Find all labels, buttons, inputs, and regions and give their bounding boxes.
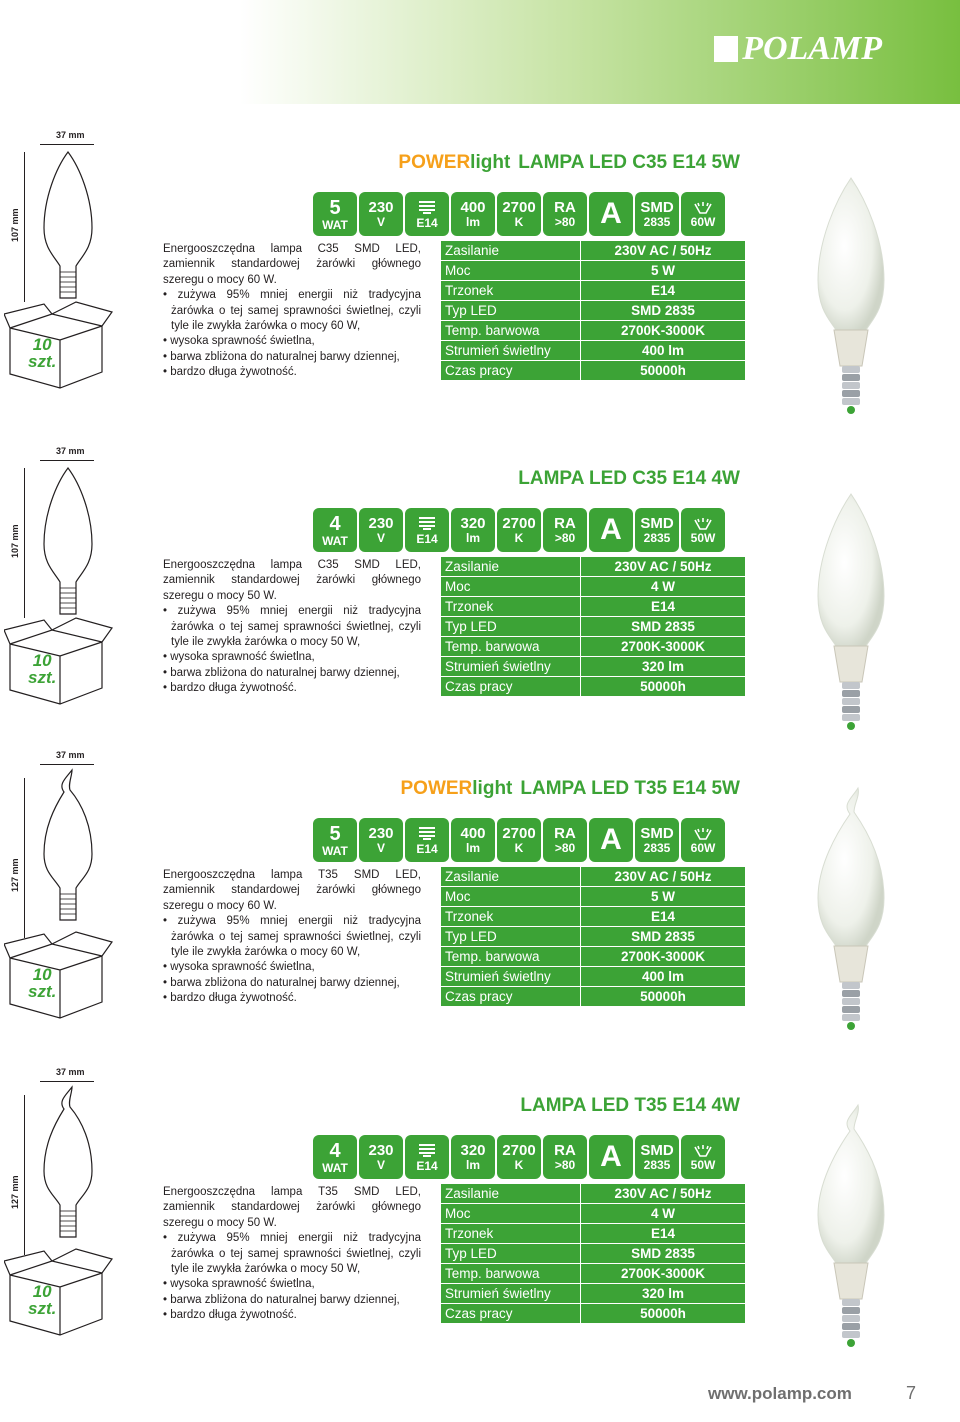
spec-label: Zasilanie bbox=[441, 867, 581, 887]
feature-icon-value: RA bbox=[554, 1142, 576, 1159]
bulb-outline-icon bbox=[28, 768, 108, 938]
width-dimension: 37 mm bbox=[56, 130, 85, 140]
feature-icon-value: 230 bbox=[368, 1142, 394, 1159]
spec-value: 5 W bbox=[581, 261, 746, 281]
description-intro: Energooszczędna lampa T35 SMD LED, zamiennik standardowej żarówki głównego szeregu o mocy 50 W. bbox=[163, 1186, 421, 1229]
feature-icon-value: 5 bbox=[329, 196, 341, 219]
feature-icon-unit: 50W bbox=[690, 1157, 716, 1172]
equivalent-bulb-icon bbox=[692, 827, 714, 841]
spec-label: Temp. barwowa bbox=[441, 637, 581, 657]
spec-value: SMD 2835 bbox=[581, 617, 746, 637]
spec-label: Temp. barwowa bbox=[441, 1264, 581, 1284]
spec-label: Trzonek bbox=[441, 597, 581, 617]
feature-icon-unit: V bbox=[376, 531, 385, 545]
spec-value: SMD 2835 bbox=[581, 927, 746, 947]
height-dimension: 127 mm bbox=[10, 1175, 20, 1209]
width-line bbox=[40, 764, 94, 765]
product-description bbox=[163, 1185, 421, 1324]
feature-icon-value: 2700 bbox=[502, 1142, 536, 1159]
spec-row bbox=[441, 341, 746, 361]
feature-icon-unit: lm bbox=[465, 531, 480, 545]
feature-icon bbox=[635, 192, 679, 236]
feature-icon-unit: WAT bbox=[322, 217, 348, 232]
spec-label: Typ LED bbox=[441, 617, 581, 637]
feature-icon-unit: 2835 bbox=[643, 1158, 671, 1172]
box-quantity bbox=[28, 336, 56, 370]
height-line bbox=[24, 778, 25, 938]
feature-icon bbox=[451, 192, 495, 236]
product-section bbox=[0, 446, 960, 768]
bulb-photo-icon bbox=[806, 170, 896, 420]
spec-row bbox=[441, 967, 746, 987]
feature-icon-unit: >80 bbox=[554, 215, 576, 229]
box-quantity-number: 10 bbox=[32, 965, 52, 984]
spec-row bbox=[441, 1204, 746, 1224]
feature-icon-value: 5 bbox=[329, 822, 341, 845]
feature-icon-value: 320 bbox=[460, 515, 486, 532]
feature-icon-value: A bbox=[600, 513, 622, 546]
product-description bbox=[163, 242, 421, 381]
feature-icon-unit: V bbox=[376, 215, 385, 229]
product-section bbox=[0, 1067, 960, 1395]
feature-icon bbox=[497, 192, 541, 236]
spec-label: Trzonek bbox=[441, 907, 581, 927]
feature-icon-unit: >80 bbox=[554, 1158, 576, 1172]
feature-icon bbox=[635, 508, 679, 552]
feature-icon-value: 230 bbox=[368, 825, 394, 842]
feature-icon-value: 230 bbox=[368, 199, 394, 216]
feature-icon-value: RA bbox=[554, 199, 576, 216]
feature-icon bbox=[313, 508, 357, 552]
feature-icon-unit: 60W bbox=[690, 214, 716, 229]
description-bullet: • barwa zbliżona do naturalnej barwy dziennej, bbox=[163, 666, 400, 679]
spec-row bbox=[441, 1284, 746, 1304]
spec-row bbox=[441, 987, 746, 1007]
feature-icon-unit: E14 bbox=[416, 841, 438, 856]
width-dimension: 37 mm bbox=[56, 446, 85, 456]
feature-icon-value: RA bbox=[554, 825, 576, 842]
box-quantity bbox=[28, 966, 56, 1000]
description-bullet: • zużywa 95% mniej energii niż tradycyjna żarówka o tej samej sprawności świetlnej, czyli tyle ile zwykła żarówka o mocy 60 W, bbox=[163, 289, 421, 333]
feature-icon-unit: 2835 bbox=[643, 531, 671, 545]
feature-icon bbox=[497, 818, 541, 862]
box-quantity-unit: szt. bbox=[28, 982, 57, 1001]
spec-label: Moc bbox=[441, 261, 581, 281]
feature-icon bbox=[681, 1135, 725, 1179]
spec-row bbox=[441, 677, 746, 697]
feature-icon bbox=[359, 508, 403, 552]
spec-value: 50000h bbox=[581, 1304, 746, 1324]
powerlight-light-word: light bbox=[470, 152, 511, 173]
feature-icon bbox=[497, 1135, 541, 1179]
feature-icon-unit: WAT bbox=[322, 533, 348, 548]
bulb-outline-icon bbox=[28, 1085, 108, 1255]
spec-value: 2700K-3000K bbox=[581, 321, 746, 341]
feature-icon-unit: >80 bbox=[554, 841, 576, 855]
feature-icon-value: 400 bbox=[460, 199, 486, 216]
spec-row bbox=[441, 637, 746, 657]
product-description bbox=[163, 868, 421, 1007]
equivalent-bulb-icon bbox=[692, 517, 714, 531]
product-section bbox=[0, 130, 960, 452]
feature-icon-value: 2700 bbox=[502, 515, 536, 532]
spec-label: Czas pracy bbox=[441, 987, 581, 1007]
feature-icon-value: SMD bbox=[640, 515, 674, 532]
spec-value: E14 bbox=[581, 1224, 746, 1244]
spec-value: 50000h bbox=[581, 677, 746, 697]
spec-row bbox=[441, 241, 746, 261]
feature-icon-unit: K bbox=[514, 841, 524, 855]
cfl-lamp-icon bbox=[417, 1143, 437, 1159]
spec-label: Moc bbox=[441, 1204, 581, 1224]
spec-label: Czas pracy bbox=[441, 677, 581, 697]
feature-icon-unit: K bbox=[514, 531, 524, 545]
spec-label: Zasilanie bbox=[441, 241, 581, 261]
feature-icon-unit: V bbox=[376, 1158, 385, 1172]
description-bullet: • bardzo długa żywotność. bbox=[163, 992, 297, 1005]
spec-value: 320 lm bbox=[581, 1284, 746, 1304]
spec-value: 50000h bbox=[581, 987, 746, 1007]
feature-icon-value: 2700 bbox=[502, 199, 536, 216]
cfl-lamp-icon bbox=[417, 826, 437, 842]
spec-value: 230V AC / 50Hz bbox=[581, 867, 746, 887]
spec-label: Strumień świetlny bbox=[441, 657, 581, 677]
description-bullet: • zużywa 95% mniej energii niż tradycyjna żarówka o tej samej sprawności świetlnej, czyli tyle ile zwykła żarówka o mocy 50 W, bbox=[163, 1232, 421, 1276]
box-quantity-number: 10 bbox=[32, 335, 52, 354]
feature-icon-value: 4 bbox=[329, 512, 341, 535]
spec-row bbox=[441, 867, 746, 887]
footer-url[interactable]: www.polamp.com bbox=[708, 1384, 852, 1403]
spec-value: 5 W bbox=[581, 887, 746, 907]
product-model: LAMPA LED T35 E14 5W bbox=[520, 778, 740, 799]
spec-label: Temp. barwowa bbox=[441, 947, 581, 967]
feature-icon bbox=[681, 192, 725, 236]
product-description bbox=[163, 558, 421, 697]
height-line bbox=[24, 152, 25, 302]
feature-icon-unit: WAT bbox=[322, 1160, 348, 1175]
bulb-photo-icon bbox=[806, 1103, 896, 1353]
feature-icon bbox=[359, 192, 403, 236]
spec-label: Moc bbox=[441, 887, 581, 907]
width-dimension: 37 mm bbox=[56, 1067, 85, 1077]
product-title bbox=[510, 468, 740, 490]
spec-value: SMD 2835 bbox=[581, 1244, 746, 1264]
spec-value: 230V AC / 50Hz bbox=[581, 1184, 746, 1204]
feature-icon bbox=[313, 1135, 357, 1179]
feature-icon bbox=[313, 818, 357, 862]
description-bullet: • zużywa 95% mniej energii niż tradycyjna żarówka o tej samej sprawności świetlnej, czyli tyle ile zwykła żarówka o mocy 50 W, bbox=[163, 605, 421, 649]
spec-row bbox=[441, 617, 746, 637]
feature-icon bbox=[543, 818, 587, 862]
feature-icon-unit: WAT bbox=[322, 843, 348, 858]
feature-icon bbox=[313, 192, 357, 236]
feature-icon-value: SMD bbox=[640, 199, 674, 216]
box-quantity-number: 10 bbox=[32, 651, 52, 670]
feature-icon bbox=[359, 1135, 403, 1179]
spec-label: Strumień świetlny bbox=[441, 967, 581, 987]
spec-value: 400 lm bbox=[581, 341, 746, 361]
powerlight-power-word: POWER bbox=[398, 152, 471, 173]
description-intro: Energooszczędna lampa T35 SMD LED, zamiennik standardowej żarówki głównego szeregu o mocy 60 W. bbox=[163, 869, 421, 912]
spec-row bbox=[441, 947, 746, 967]
spec-label: Czas pracy bbox=[441, 1304, 581, 1324]
description-bullet: • bardzo długa żywotność. bbox=[163, 682, 297, 695]
spec-value: 2700K-3000K bbox=[581, 1264, 746, 1284]
box-quantity bbox=[28, 652, 56, 686]
package-box bbox=[4, 300, 114, 390]
spec-row bbox=[441, 261, 746, 281]
feature-icon-unit: V bbox=[376, 841, 385, 855]
feature-icons bbox=[313, 508, 727, 552]
spec-row bbox=[441, 321, 746, 341]
product-model: LAMPA LED C35 E14 4W bbox=[518, 468, 740, 489]
feature-icon bbox=[497, 508, 541, 552]
spec-row bbox=[441, 361, 746, 381]
feature-icon-value: 2700 bbox=[502, 825, 536, 842]
spec-value: 230V AC / 50Hz bbox=[581, 557, 746, 577]
package-box bbox=[4, 1247, 114, 1337]
feature-icon-value: 320 bbox=[460, 1142, 486, 1159]
feature-icon bbox=[543, 192, 587, 236]
cfl-lamp-icon bbox=[417, 516, 437, 532]
product-title bbox=[401, 778, 741, 800]
feature-icon-value: A bbox=[600, 1140, 622, 1173]
product-model: LAMPA LED T35 E14 4W bbox=[520, 1095, 740, 1116]
feature-icon bbox=[405, 818, 449, 862]
package-box-icon bbox=[4, 616, 114, 706]
feature-icon bbox=[451, 1135, 495, 1179]
feature-icon bbox=[681, 508, 725, 552]
description-bullet: • wysoka sprawność świetlna, bbox=[163, 651, 315, 664]
spec-value: 4 W bbox=[581, 1204, 746, 1224]
spec-value: E14 bbox=[581, 597, 746, 617]
bulb-photo-icon bbox=[806, 786, 896, 1036]
spec-row bbox=[441, 597, 746, 617]
feature-icon-unit: lm bbox=[465, 841, 480, 855]
spec-label: Temp. barwowa bbox=[441, 321, 581, 341]
feature-icon-value: A bbox=[600, 197, 622, 230]
feature-icon-unit: K bbox=[514, 215, 524, 229]
spec-table bbox=[440, 1183, 746, 1324]
height-dimension: 107 mm bbox=[10, 208, 20, 242]
spec-value: 400 lm bbox=[581, 967, 746, 987]
box-quantity-unit: szt. bbox=[28, 352, 57, 371]
feature-icon bbox=[359, 818, 403, 862]
spec-table bbox=[440, 240, 746, 381]
package-box-icon bbox=[4, 300, 114, 390]
feature-icon-unit: E14 bbox=[416, 531, 438, 546]
width-line bbox=[40, 144, 94, 145]
spec-label: Strumień świetlny bbox=[441, 341, 581, 361]
spec-value: 50000h bbox=[581, 361, 746, 381]
logo-text: POLAMP bbox=[742, 30, 882, 67]
spec-label: Typ LED bbox=[441, 1244, 581, 1264]
feature-icon bbox=[635, 1135, 679, 1179]
equivalent-bulb-icon bbox=[692, 1144, 714, 1158]
spec-value: 4 W bbox=[581, 577, 746, 597]
description-bullet: • wysoka sprawność świetlna, bbox=[163, 961, 315, 974]
height-line bbox=[24, 468, 25, 618]
package-box-icon bbox=[4, 1247, 114, 1337]
spec-value: 320 lm bbox=[581, 657, 746, 677]
spec-label: Typ LED bbox=[441, 927, 581, 947]
spec-value: E14 bbox=[581, 907, 746, 927]
package-box-icon bbox=[4, 930, 114, 1020]
spec-row bbox=[441, 907, 746, 927]
spec-table bbox=[440, 866, 746, 1007]
height-dimension: 107 mm bbox=[10, 524, 20, 558]
box-quantity bbox=[28, 1283, 56, 1317]
height-line bbox=[24, 1095, 25, 1255]
logo-square-icon bbox=[714, 36, 738, 62]
feature-icon bbox=[543, 1135, 587, 1179]
spec-label: Zasilanie bbox=[441, 557, 581, 577]
spec-label: Trzonek bbox=[441, 281, 581, 301]
feature-icon-value: 400 bbox=[460, 825, 486, 842]
feature-icon-value: 230 bbox=[368, 515, 394, 532]
equivalent-bulb-icon bbox=[692, 201, 714, 215]
package-box bbox=[4, 616, 114, 706]
bulb-outline-icon bbox=[28, 148, 108, 318]
feature-icon bbox=[589, 508, 633, 552]
description-bullet: • barwa zbliżona do naturalnej barwy dziennej, bbox=[163, 976, 400, 989]
description-intro: Energooszczędna lampa C35 SMD LED, zamiennik standardowej żarówki głównego szeregu o mocy 60 W. bbox=[163, 243, 421, 286]
page-number: 7 bbox=[906, 1383, 917, 1403]
feature-icon-unit: lm bbox=[465, 1158, 480, 1172]
feature-icon-unit: 50W bbox=[690, 530, 716, 545]
spec-row bbox=[441, 1264, 746, 1284]
spec-row bbox=[441, 1244, 746, 1264]
feature-icon-value: 4 bbox=[329, 1139, 341, 1162]
spec-row bbox=[441, 1184, 746, 1204]
product-title bbox=[398, 152, 740, 174]
feature-icon bbox=[543, 508, 587, 552]
spec-label: Strumień świetlny bbox=[441, 1284, 581, 1304]
polamp-logo bbox=[714, 30, 882, 68]
bulb-photo-icon bbox=[806, 486, 896, 736]
cfl-lamp-icon bbox=[417, 200, 437, 216]
spec-table bbox=[440, 556, 746, 697]
powerlight-light-word: light bbox=[472, 778, 513, 799]
feature-icons bbox=[313, 1135, 727, 1179]
feature-icon-value: RA bbox=[554, 515, 576, 532]
spec-row bbox=[441, 1304, 746, 1324]
spec-value: 2700K-3000K bbox=[581, 947, 746, 967]
feature-icon bbox=[451, 818, 495, 862]
description-bullet: • zużywa 95% mniej energii niż tradycyjna żarówka o tej samej sprawności świetlnej, czyli tyle ile zwykła żarówka o mocy 60 W, bbox=[163, 915, 421, 959]
feature-icon-unit: K bbox=[514, 1158, 524, 1172]
width-line bbox=[40, 460, 94, 461]
feature-icon-unit: E14 bbox=[416, 215, 438, 230]
spec-label: Typ LED bbox=[441, 301, 581, 321]
feature-icons bbox=[313, 192, 727, 236]
feature-icon-unit: 60W bbox=[690, 840, 716, 855]
description-bullet: • bardzo długa żywotność. bbox=[163, 366, 297, 379]
feature-icon-unit: 2835 bbox=[643, 215, 671, 229]
feature-icon-unit: >80 bbox=[554, 531, 576, 545]
product-section bbox=[0, 750, 960, 1078]
width-dimension: 37 mm bbox=[56, 750, 85, 760]
bulb-outline-icon bbox=[28, 464, 108, 634]
feature-icon bbox=[589, 818, 633, 862]
feature-icon bbox=[589, 1135, 633, 1179]
spec-label: Zasilanie bbox=[441, 1184, 581, 1204]
spec-label: Trzonek bbox=[441, 1224, 581, 1244]
feature-icon bbox=[405, 192, 449, 236]
feature-icon-value: A bbox=[600, 823, 622, 856]
spec-row bbox=[441, 1224, 746, 1244]
spec-row bbox=[441, 927, 746, 947]
spec-value: E14 bbox=[581, 281, 746, 301]
description-bullet: • barwa zbliżona do naturalnej barwy dziennej, bbox=[163, 1293, 400, 1306]
width-line bbox=[40, 1081, 94, 1082]
feature-icon bbox=[589, 192, 633, 236]
feature-icon bbox=[635, 818, 679, 862]
description-intro: Energooszczędna lampa C35 SMD LED, zamiennik standardowej żarówki głównego szeregu o mocy 50 W. bbox=[163, 559, 421, 602]
feature-icon-value: SMD bbox=[640, 825, 674, 842]
spec-row bbox=[441, 281, 746, 301]
spec-row bbox=[441, 557, 746, 577]
feature-icon-unit: lm bbox=[465, 215, 480, 229]
feature-icon-unit: E14 bbox=[416, 1158, 438, 1173]
height-dimension: 127 mm bbox=[10, 858, 20, 892]
feature-icon-value: SMD bbox=[640, 1142, 674, 1159]
feature-icon bbox=[681, 818, 725, 862]
feature-icons bbox=[313, 818, 727, 862]
box-quantity-unit: szt. bbox=[28, 1299, 57, 1318]
package-box bbox=[4, 930, 114, 1020]
spec-row bbox=[441, 301, 746, 321]
description-bullet: • barwa zbliżona do naturalnej barwy dziennej, bbox=[163, 350, 400, 363]
feature-icon bbox=[405, 508, 449, 552]
powerlight-power-word: POWER bbox=[400, 778, 473, 799]
spec-row bbox=[441, 657, 746, 677]
box-quantity-number: 10 bbox=[32, 1282, 52, 1301]
spec-row bbox=[441, 887, 746, 907]
spec-row bbox=[441, 577, 746, 597]
feature-icon bbox=[451, 508, 495, 552]
spec-value: 2700K-3000K bbox=[581, 637, 746, 657]
description-bullet: • wysoka sprawność świetlna, bbox=[163, 1278, 315, 1291]
spec-label: Czas pracy bbox=[441, 361, 581, 381]
product-model: LAMPA LED C35 E14 5W bbox=[518, 152, 740, 173]
feature-icon-unit: 2835 bbox=[643, 841, 671, 855]
description-bullet: • bardzo długa żywotność. bbox=[163, 1309, 297, 1322]
product-title bbox=[512, 1095, 740, 1117]
spec-label: Moc bbox=[441, 577, 581, 597]
feature-icon bbox=[405, 1135, 449, 1179]
box-quantity-unit: szt. bbox=[28, 668, 57, 687]
spec-value: SMD 2835 bbox=[581, 301, 746, 321]
description-bullet: • wysoka sprawność świetlna, bbox=[163, 335, 315, 348]
spec-value: 230V AC / 50Hz bbox=[581, 241, 746, 261]
